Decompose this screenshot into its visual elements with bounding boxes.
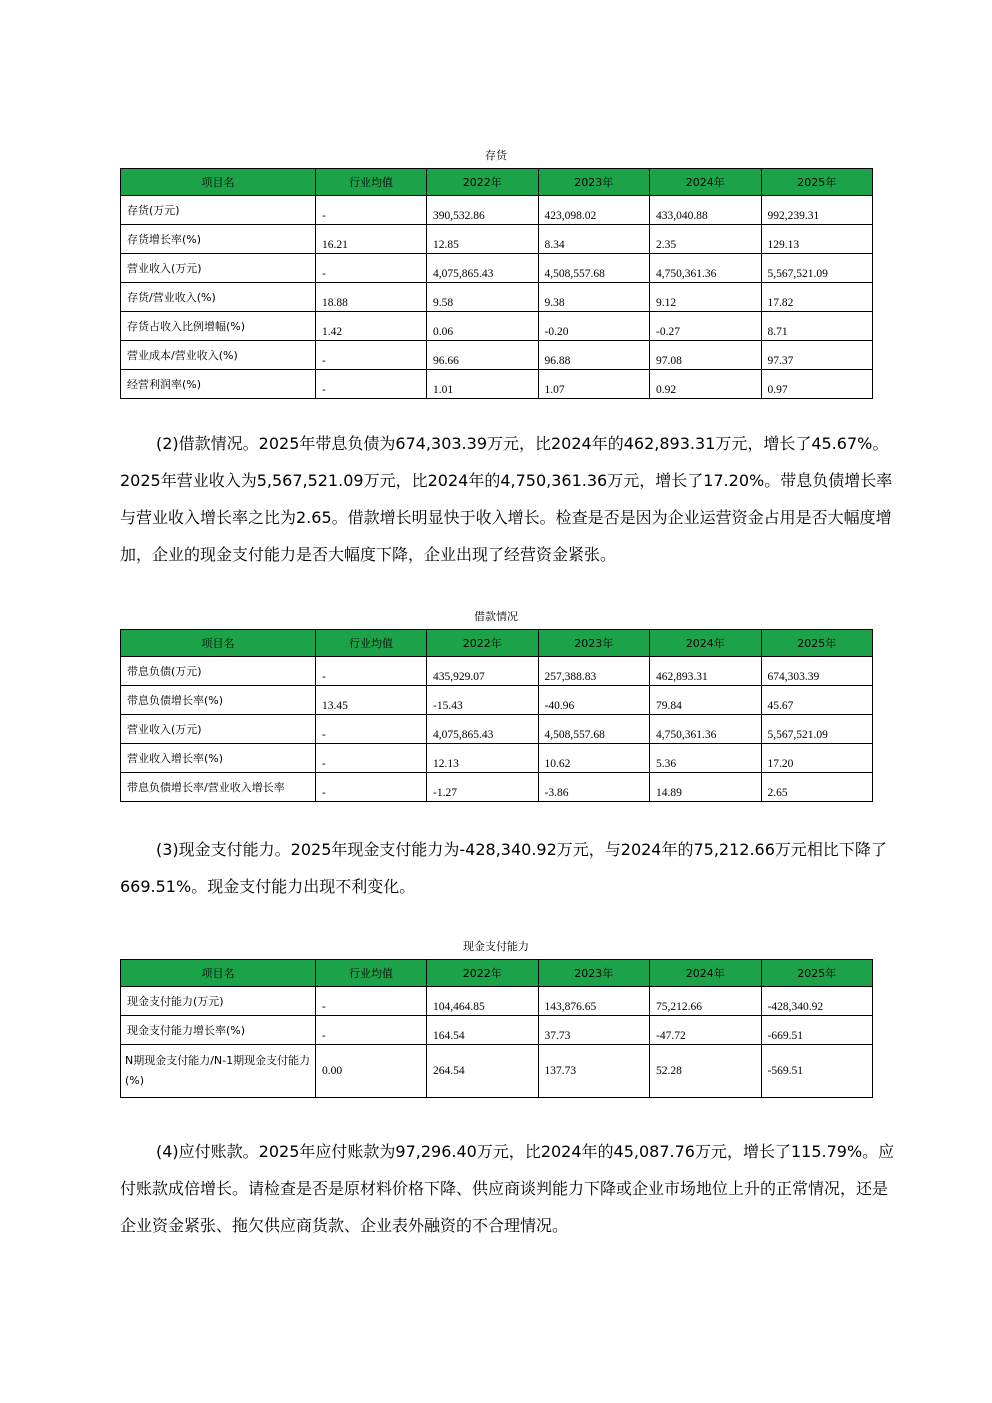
table-cell: 1.42 [316, 312, 427, 341]
column-header: 2022年 [427, 630, 539, 657]
table-cell: 0.06 [427, 312, 539, 341]
table-cell: 52.28 [650, 1045, 762, 1098]
table-cell: 5.36 [650, 744, 762, 773]
table-header-row [121, 630, 873, 657]
table-caption-inventory: 存货 [485, 149, 507, 162]
column-header: 行业均值 [316, 630, 427, 657]
column-header: 2024年 [650, 169, 762, 196]
table-cell: - [316, 987, 427, 1016]
column-header: 2024年 [650, 630, 762, 657]
table-cell: 1.01 [427, 370, 539, 399]
table-cell: 96.88 [538, 341, 650, 370]
table-cell: 97.08 [650, 341, 762, 370]
row-label: 营业成本/营业收入(%) [121, 341, 316, 370]
column-header: 行业均值 [316, 960, 427, 987]
table-cell: 37.73 [538, 1016, 650, 1045]
table-cell: 75,212.66 [650, 987, 762, 1016]
row-label: 带息负债增长率(%) [121, 686, 316, 715]
table-cell: -47.72 [650, 1016, 762, 1045]
table-row [121, 1045, 873, 1098]
table-cell: - [316, 715, 427, 744]
column-header: 2024年 [650, 960, 762, 987]
table-cell: 8.34 [538, 225, 650, 254]
table-cell: 674,303.39 [761, 657, 873, 686]
column-header: 2025年 [761, 960, 873, 987]
table-row [121, 715, 873, 744]
table-row [121, 657, 873, 686]
table-cell: 9.12 [650, 283, 762, 312]
table-cell: -669.51 [761, 1016, 873, 1045]
table-cell: 9.38 [538, 283, 650, 312]
table-row [121, 773, 873, 802]
column-header: 2023年 [538, 630, 650, 657]
row-label: 存货(万元) [121, 196, 316, 225]
table-header-row [121, 960, 873, 987]
table-cell: 433,040.88 [650, 196, 762, 225]
table-cell: 5,567,521.09 [761, 254, 873, 283]
table-cell: -40.96 [538, 686, 650, 715]
table-cell: 14.89 [650, 773, 762, 802]
table-row [121, 686, 873, 715]
borrowing-table [120, 629, 873, 802]
table-cell: 264.54 [427, 1045, 539, 1098]
inventory-table [120, 168, 873, 399]
table-cell: - [316, 657, 427, 686]
table-cell: - [316, 1016, 427, 1045]
row-label: 经营利润率(%) [121, 370, 316, 399]
paragraph-borrowing: (2)借款情况。2025年带息负债为674,303.39万元，比2024年的462,893.31万元，增长了45.67%。2025年营业收入为5,567,521.09万元，比2024年的4,750,361.36万元，增长了17.20%。带息负债增长率与营业收入增长率之比为2.65。借款增长明显快于收入增长。检查是否是因为企业运营资金占用是否大幅度增加，企业的现金支付能力是否大幅度下降，企业出现了经营资金紧张。 [120, 434, 893, 564]
table-cell: 390,532.86 [427, 196, 539, 225]
table-row [121, 312, 873, 341]
paragraph-cash-payment: (3)现金支付能力。2025年现金支付能力为-428,340.92万元，与2024年的75,212.66万元相比下降了669.51%。现金支付能力出现不利变化。 [120, 840, 887, 896]
table-cell: 992,239.31 [761, 196, 873, 225]
row-label: 存货/营业收入(%) [121, 283, 316, 312]
column-header: 项目名 [121, 169, 316, 196]
table-cell: 9.58 [427, 283, 539, 312]
table-cell: - [316, 341, 427, 370]
table-row [121, 283, 873, 312]
table-cell: 4,750,361.36 [650, 254, 762, 283]
row-label: 存货占收入比例增幅(%) [121, 312, 316, 341]
table-header-row [121, 169, 873, 196]
table-cell: - [316, 773, 427, 802]
cash-payment-table [120, 959, 873, 1098]
row-label: 存货增长率(%) [121, 225, 316, 254]
table-cell: -15.43 [427, 686, 539, 715]
row-label: 营业收入增长率(%) [121, 744, 316, 773]
table-cell: 45.67 [761, 686, 873, 715]
table-cell: 137.73 [538, 1045, 650, 1098]
table-row [121, 341, 873, 370]
table-row [121, 254, 873, 283]
table-cell: 17.20 [761, 744, 873, 773]
table-cell: 2.35 [650, 225, 762, 254]
row-label: 带息负债增长率/营业收入增长率 [121, 773, 316, 802]
table-cell: 18.88 [316, 283, 427, 312]
paragraph-accounts-payable: (4)应付账款。2025年应付账款为97,296.40万元，比2024年的45,087.76万元，增长了115.79%。应付账款成倍增长。请检查是否是原材料价格下降、供应商谈判能力下降或企业市场地位上升的正常情况，还是企业资金紧张、拖欠供应商货款、企业表外融资的不合理情况。 [120, 1142, 895, 1235]
table-cell: 5,567,521.09 [761, 715, 873, 744]
table-cell: 4,508,557.68 [538, 715, 650, 744]
table-cell: 0.92 [650, 370, 762, 399]
table-cell: -1.27 [427, 773, 539, 802]
table-cell: 12.85 [427, 225, 539, 254]
table-cell: 423,098.02 [538, 196, 650, 225]
table-cell: 4,075,865.43 [427, 254, 539, 283]
table-cell: 10.62 [538, 744, 650, 773]
table-cell: -0.20 [538, 312, 650, 341]
table-cell: 0.97 [761, 370, 873, 399]
table-cell: 17.82 [761, 283, 873, 312]
table-cell: 435,929.07 [427, 657, 539, 686]
table-cell: 257,388.83 [538, 657, 650, 686]
table-cell: 0.00 [316, 1045, 427, 1098]
table-cell: 104,464.85 [427, 987, 539, 1016]
column-header: 行业均值 [316, 169, 427, 196]
column-header: 项目名 [121, 960, 316, 987]
row-label: 营业收入(万元) [121, 254, 316, 283]
column-header: 2022年 [427, 169, 539, 196]
column-header: 2025年 [761, 630, 873, 657]
table-cell: 4,508,557.68 [538, 254, 650, 283]
table-cell: 4,750,361.36 [650, 715, 762, 744]
table-cell: 96.66 [427, 341, 539, 370]
table-cell: -428,340.92 [761, 987, 873, 1016]
table-cell: 462,893.31 [650, 657, 762, 686]
table-caption-borrowing: 借款情况 [474, 610, 518, 623]
table-row [121, 196, 873, 225]
table-cell: 16.21 [316, 225, 427, 254]
row-label: N期现金支付能力/N-1期现金支付能力(%) [121, 1045, 316, 1098]
row-label: 现金支付能力增长率(%) [121, 1016, 316, 1045]
table-row [121, 744, 873, 773]
table-cell: 164.54 [427, 1016, 539, 1045]
table-cell: - [316, 744, 427, 773]
table-cell: - [316, 254, 427, 283]
column-header: 2025年 [761, 169, 873, 196]
row-label: 现金支付能力(万元) [121, 987, 316, 1016]
row-label: 营业收入(万元) [121, 715, 316, 744]
table-cell: - [316, 196, 427, 225]
column-header: 2022年 [427, 960, 539, 987]
table-row [121, 1016, 873, 1045]
table-cell: 79.84 [650, 686, 762, 715]
table-cell: 97.37 [761, 341, 873, 370]
table-caption-cash-payment: 现金支付能力 [463, 940, 529, 953]
column-header: 2023年 [538, 960, 650, 987]
table-row [121, 987, 873, 1016]
table-cell: 12.13 [427, 744, 539, 773]
column-header: 2023年 [538, 169, 650, 196]
table-cell: 4,075,865.43 [427, 715, 539, 744]
table-cell: -0.27 [650, 312, 762, 341]
table-cell: - [316, 370, 427, 399]
table-cell: 8.71 [761, 312, 873, 341]
table-cell: -3.86 [538, 773, 650, 802]
column-header: 项目名 [121, 630, 316, 657]
table-cell: 1.07 [538, 370, 650, 399]
row-label: 带息负债(万元) [121, 657, 316, 686]
table-row [121, 225, 873, 254]
table-cell: 143,876.65 [538, 987, 650, 1016]
table-cell: 13.45 [316, 686, 427, 715]
table-cell: 129.13 [761, 225, 873, 254]
table-cell: -569.51 [761, 1045, 873, 1098]
table-row [121, 370, 873, 399]
table-cell: 2.65 [761, 773, 873, 802]
